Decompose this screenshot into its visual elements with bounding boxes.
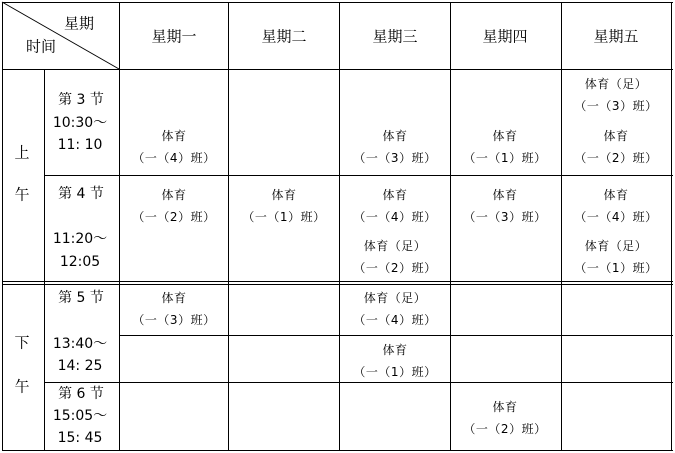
entry-p3-mon-subject: 体育 (161, 129, 187, 143)
corner-week-label: 星期 (63, 14, 95, 33)
morning-label-2: 午 (14, 185, 30, 204)
entry-p4-fri-b-class: （一（1）班） (574, 261, 658, 275)
entry-p4-thu-class: （一（3）班） (463, 210, 547, 224)
period-name-5: 第 5 节 (58, 290, 104, 306)
entry-p4-tue-class: （一（1）班） (242, 210, 326, 224)
entry-p5-wed-a-class: （一（4）班） (353, 313, 437, 327)
period-name-6: 第 6 节 (58, 386, 104, 402)
entry-p6-thu-subject: 体育 (492, 400, 518, 414)
entry-p3-fri-b-class: （一（2）班） (574, 151, 658, 165)
entry-p3-thu-class: （一（1）班） (463, 151, 547, 165)
entry-p3-wed-class: （一（3）班） (353, 151, 437, 165)
period-time-3-end: 11: 10 (57, 137, 103, 153)
day-header-wed: 星期三 (372, 27, 418, 46)
entry-p5-mon-class: （一（3）班） (132, 313, 216, 327)
entry-p4-wed-a-class: （一（4）班） (353, 210, 437, 224)
period-time-4-end: 12:05 (59, 254, 101, 270)
day-header-tue: 星期二 (261, 27, 307, 46)
entry-p5-wed-b-subject: 体育 (382, 343, 408, 357)
entry-p3-mon-class: （一（4）班） (132, 151, 216, 165)
period-time-4-start: 11:20～ (52, 231, 108, 247)
entry-p4-wed-b-class: （一（2）班） (353, 261, 437, 275)
period-name-4: 第 4 节 (58, 186, 104, 202)
afternoon-label-1: 下 (14, 333, 30, 352)
entry-p3-thu-subject: 体育 (492, 129, 518, 143)
day-header-thu: 星期四 (482, 27, 528, 46)
entry-p5-wed-b-class: （一（1）班） (353, 365, 437, 379)
entry-p3-fri-a-subject: 体育（足） (584, 77, 648, 91)
day-header-fri: 星期五 (593, 27, 639, 46)
entry-p4-fri-b-subject: 体育（足） (584, 239, 648, 253)
entry-p4-fri-a-subject: 体育 (603, 188, 629, 202)
corner-time-label: 时间 (25, 37, 57, 56)
entry-p4-wed-a-subject: 体育 (382, 188, 408, 202)
day-header-mon: 星期一 (151, 27, 197, 46)
period-time-6-end: 15: 45 (57, 430, 103, 446)
entry-p3-fri-b-subject: 体育 (603, 129, 629, 143)
entry-p4-mon-subject: 体育 (161, 188, 187, 202)
entry-p4-tue-subject: 体育 (271, 188, 297, 202)
period-time-3-start: 10:30～ (52, 115, 108, 131)
entry-p3-wed-subject: 体育 (382, 129, 408, 143)
afternoon-label-2: 午 (14, 377, 30, 396)
period-name-3: 第 3 节 (58, 92, 104, 108)
period-time-5-end: 14: 25 (57, 358, 103, 374)
entry-p4-thu-subject: 体育 (492, 188, 518, 202)
entry-p4-fri-a-class: （一（4）班） (574, 210, 658, 224)
entry-p4-wed-b-subject: 体育（足） (363, 239, 427, 253)
entry-p6-thu-class: （一（2）班） (463, 422, 547, 436)
morning-label-1: 上 (14, 143, 30, 162)
period-time-6-start: 15:05～ (52, 408, 108, 424)
period-time-5-start: 13:40～ (52, 336, 108, 352)
entry-p4-mon-class: （一（2）班） (132, 210, 216, 224)
entry-p5-mon-subject: 体育 (161, 291, 187, 305)
entry-p3-fri-a-class: （一（3）班） (574, 99, 658, 113)
entry-p5-wed-a-subject: 体育（足） (363, 291, 427, 305)
